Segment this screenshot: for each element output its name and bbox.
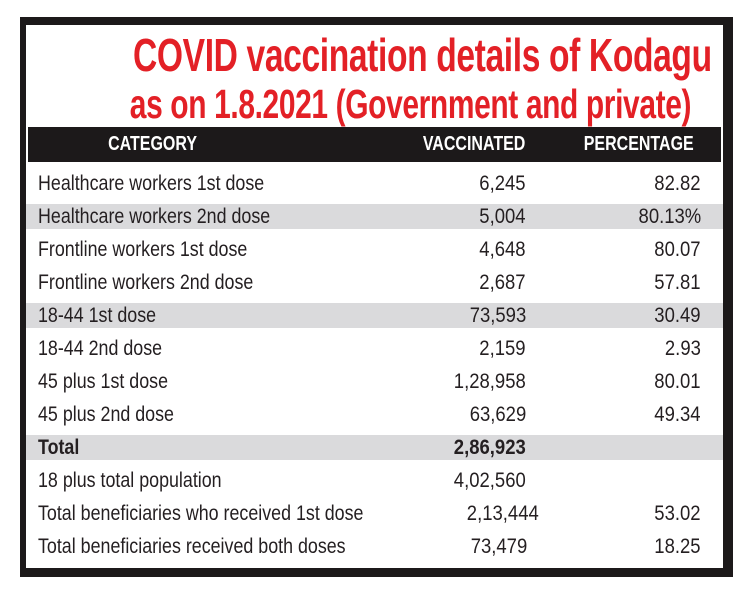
category-cell	[26, 530, 400, 563]
column-header-vaccinated-label: VACCINATED	[422, 133, 526, 155]
percentage-value: 2.93	[665, 337, 701, 360]
percentage-cell	[547, 464, 723, 497]
vaccinated-cell	[397, 365, 547, 398]
vaccinated-value: 4,02,560	[454, 469, 526, 492]
category-cell	[26, 200, 397, 233]
title-line-2	[26, 81, 723, 127]
vaccinated-cell	[397, 200, 547, 233]
table-header-bar	[28, 127, 721, 162]
vaccinated-cell	[397, 233, 547, 266]
column-header-percentage	[564, 127, 714, 162]
percentage-value: 80.07	[654, 238, 701, 261]
percentage-value: 80.13%	[638, 205, 701, 228]
percentage-value: 30.49	[654, 304, 701, 327]
percentage-cell	[547, 200, 723, 233]
vaccinated-value: 2,86,923	[454, 436, 526, 459]
title-text-2: as on 1.8.2021 (Government and private)	[129, 81, 692, 127]
category-text: 18-44 2nd dose	[38, 337, 163, 360]
vaccinated-value: 2,687	[479, 271, 526, 294]
vaccinated-value: 1,28,958	[454, 370, 526, 393]
vaccinated-value: 4,648	[479, 238, 526, 261]
percentage-cell	[549, 530, 723, 563]
percentage-cell	[547, 332, 723, 365]
table-row	[26, 431, 723, 464]
vaccinated-value: 73,479	[471, 535, 528, 558]
category-cell	[26, 233, 397, 266]
table-row	[26, 497, 723, 530]
category-text: Frontline workers 1st dose	[38, 238, 248, 261]
percentage-value: 80.01	[654, 370, 701, 393]
category-text: Frontline workers 2nd dose	[38, 271, 254, 294]
percentage-cell	[547, 431, 723, 464]
category-cell	[26, 431, 397, 464]
category-cell	[26, 497, 421, 530]
column-header-category-label: CATEGORY	[108, 133, 198, 155]
percentage-value: 49.34	[654, 403, 701, 426]
table-row	[26, 266, 723, 299]
category-cell	[26, 332, 397, 365]
title-text-1: COVID vaccination details of Kodagu	[133, 29, 712, 81]
percentage-cell	[547, 167, 723, 200]
column-header-category	[28, 127, 278, 162]
table-row	[26, 233, 723, 266]
vaccinated-value: 2,13,444	[467, 502, 539, 525]
vaccinated-value: 6,245	[479, 172, 526, 195]
category-text: 45 plus 1st dose	[38, 370, 168, 393]
table-row	[26, 299, 723, 332]
table-row	[26, 365, 723, 398]
percentage-value: 18.25	[654, 535, 701, 558]
category-cell	[26, 266, 397, 299]
category-cell	[26, 464, 397, 497]
vaccinated-cell	[397, 167, 547, 200]
table-row	[26, 398, 723, 431]
category-cell	[26, 299, 397, 332]
vaccinated-cell	[397, 398, 547, 431]
table-row	[26, 530, 723, 563]
vaccinated-value: 2,159	[479, 337, 526, 360]
table-row	[26, 464, 723, 497]
vaccinated-cell	[397, 464, 547, 497]
category-cell	[26, 167, 397, 200]
category-cell	[26, 365, 397, 398]
category-text: 18 plus total population	[38, 469, 222, 492]
category-text: 18-44 1st dose	[38, 304, 157, 327]
percentage-value: 57.81	[654, 271, 701, 294]
category-text: 45 plus 2nd dose	[38, 403, 174, 426]
category-text: Healthcare workers 1st dose	[38, 172, 265, 195]
percentage-cell	[547, 398, 723, 431]
infographic-frame	[20, 17, 733, 577]
vaccinated-cell	[397, 266, 547, 299]
percentage-cell	[547, 266, 723, 299]
table-row	[26, 200, 723, 233]
vaccinated-cell	[421, 497, 560, 530]
percentage-cell	[547, 299, 723, 332]
percentage-value: 53.02	[654, 502, 701, 525]
vaccinated-cell	[397, 431, 547, 464]
table-row	[26, 167, 723, 200]
category-text: Total beneficiaries received both doses	[38, 535, 346, 558]
category-text: Total beneficiaries who received 1st dose	[38, 502, 364, 525]
category-text: Healthcare workers 2nd dose	[38, 205, 271, 228]
table-body	[26, 162, 723, 563]
vaccinated-cell	[400, 530, 549, 563]
table-row	[26, 332, 723, 365]
percentage-cell	[547, 233, 723, 266]
vaccinated-cell	[397, 332, 547, 365]
column-header-vaccinated	[399, 127, 549, 162]
column-header-percentage-label: PERCENTAGE	[584, 133, 694, 155]
category-cell	[26, 398, 397, 431]
category-text: Total	[38, 436, 80, 459]
vaccinated-value: 5,004	[479, 205, 526, 228]
vaccinated-cell	[397, 299, 547, 332]
title-block	[26, 25, 723, 127]
vaccinated-value: 63,629	[469, 403, 526, 426]
vaccinated-value: 73,593	[469, 304, 526, 327]
percentage-cell	[560, 497, 723, 530]
title-line-1	[26, 29, 723, 81]
percentage-value: 82.82	[654, 172, 701, 195]
percentage-cell	[547, 365, 723, 398]
